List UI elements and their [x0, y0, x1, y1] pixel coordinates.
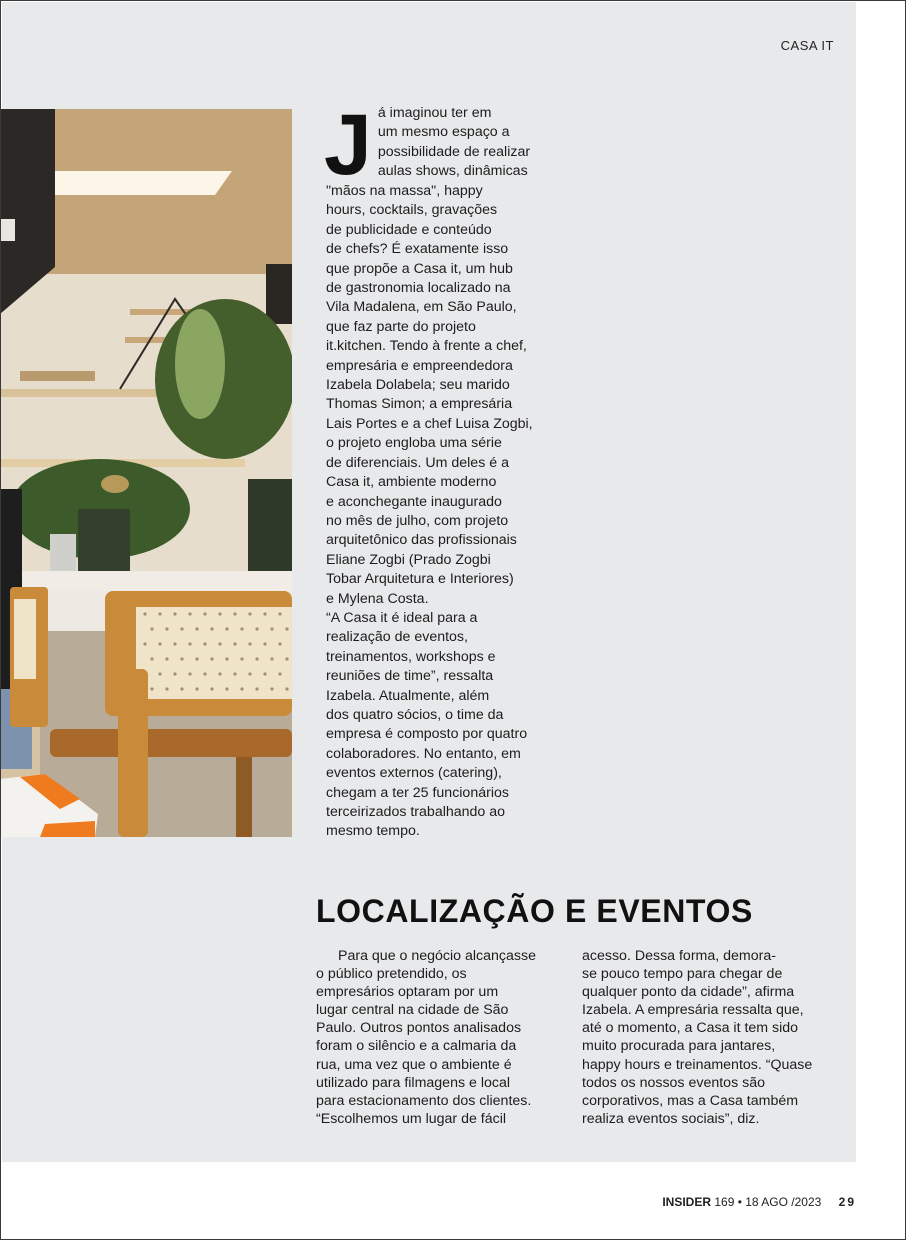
- intro-line: e aconchegante inaugurado: [326, 493, 502, 510]
- intro-line: aulas shows, dinâmicas: [377, 163, 528, 180]
- magazine-brand: INSIDER: [662, 1195, 711, 1209]
- intro-line: que propõe a Casa it, um hub: [326, 260, 513, 277]
- intro-line: Lais Portes e a chef Luisa Zogbi,: [326, 415, 533, 432]
- body-line: realiza eventos sociais”, diz.: [582, 1110, 760, 1127]
- intro-line: Izabela Dolabela; seu marido: [326, 377, 510, 394]
- intro-line: á imaginou ter em: [377, 105, 492, 121]
- intro-line: no mês de julho, com projeto: [326, 512, 509, 529]
- intro-line: Eliane Zogbi (Prado Zogbi: [326, 551, 491, 568]
- quote-line: Izabela. Atualmente, além: [326, 687, 490, 704]
- article-column-left: [316, 947, 556, 1128]
- quote-line: reuniões de time”, ressalta: [326, 668, 494, 685]
- body-line: se pouco tempo para chegar de: [582, 966, 783, 983]
- article-intro-column: [324, 97, 566, 842]
- body-line: para estacionamento dos clientes.: [316, 1092, 532, 1109]
- intro-line: de chefs? É exatamente isso: [326, 241, 509, 258]
- quote-line: dos quatro sócios, o time da: [326, 706, 504, 723]
- quote-line: mesmo tempo.: [326, 823, 420, 840]
- intro-line: hours, cocktails, gravações: [326, 202, 498, 219]
- body-line: Paulo. Outros pontos analisados: [316, 1020, 522, 1037]
- section-tag: CASA IT: [780, 38, 834, 53]
- quote-line: terceirizados trabalhando ao: [326, 804, 506, 820]
- issue-info: 169 • 18 AGO /2023: [714, 1195, 822, 1209]
- intro-line: it.kitchen. Tendo à frente a chef,: [326, 338, 527, 355]
- intro-line: arquitetônico das profissionais: [326, 532, 517, 549]
- body-line: todos os nossos eventos são: [582, 1074, 765, 1091]
- article-column-right: [582, 947, 832, 1128]
- body-line: rua, uma vez que o ambiente é: [316, 1056, 512, 1073]
- section-heading: LOCALIZAÇÃO E EVENTOS: [316, 893, 753, 929]
- quote-line: colaboradores. No entanto, em: [326, 745, 521, 762]
- page-number: 29: [838, 1195, 856, 1209]
- intro-line: "mãos na massa", happy: [326, 183, 483, 199]
- body-line: o público pretendido, os: [316, 966, 467, 983]
- quote-line: chegam a ter 25 funcionários: [326, 784, 509, 801]
- intro-line: Casa it, ambiente moderno: [326, 474, 497, 491]
- body-line: corporativos, mas a Casa também: [582, 1092, 799, 1109]
- quote-line: eventos externos (catering),: [326, 765, 502, 782]
- body-line: qualquer ponto da cidade”, afirma: [582, 984, 795, 1001]
- body-line: foram o silêncio e a calmaria da: [316, 1038, 517, 1055]
- interior-photo-illustration: [0, 109, 292, 837]
- body-line: Para que o negócio alcançasse: [338, 948, 536, 964]
- quote-line: “A Casa it é ideal para a: [326, 609, 478, 626]
- quote-line: treinamentos, workshops e: [326, 648, 496, 665]
- intro-line: o projeto engloba uma série: [326, 435, 502, 452]
- intro-line: possibilidade de realizar: [377, 143, 531, 160]
- intro-line: de gastronomia localizado na: [326, 280, 511, 297]
- article-photo: [0, 109, 292, 837]
- body-line: happy hours e treinamentos. “Quase: [582, 1056, 813, 1073]
- intro-line: Tobar Arquitetura e Interiores): [326, 571, 514, 588]
- page-footer: [662, 1195, 856, 1209]
- intro-line: que faz parte do projeto: [326, 318, 476, 335]
- intro-line: de publicidade e conteúdo: [326, 221, 492, 238]
- intro-line: um mesmo espaço a: [377, 124, 510, 141]
- quote-line: empresa é composto por quatro: [326, 726, 528, 743]
- body-line: empresários optaram por um: [316, 984, 499, 1001]
- body-line: muito procurada para jantares,: [582, 1038, 776, 1055]
- body-line: Izabela. A empresária ressalta que,: [582, 1002, 804, 1019]
- body-line: até o momento, a Casa it tem sido: [582, 1020, 799, 1037]
- body-line: acesso. Dessa forma, demora-: [582, 948, 776, 964]
- body-line: utilizado para filmagens e local: [316, 1074, 511, 1091]
- intro-line: Thomas Simon; a empresária: [326, 396, 513, 413]
- body-line: lugar central na cidade de São: [316, 1002, 509, 1019]
- intro-line: de diferenciais. Um deles é a: [326, 454, 509, 471]
- intro-line: e Mylena Costa.: [326, 590, 429, 607]
- drop-cap: J: [324, 97, 372, 193]
- quote-line: realização de eventos,: [326, 629, 468, 646]
- body-line: “Escolhemos um lugar de fácil: [316, 1110, 507, 1127]
- intro-line: empresária e empreendedora: [326, 357, 513, 374]
- intro-line: Vila Madalena, em São Paulo,: [326, 299, 517, 316]
